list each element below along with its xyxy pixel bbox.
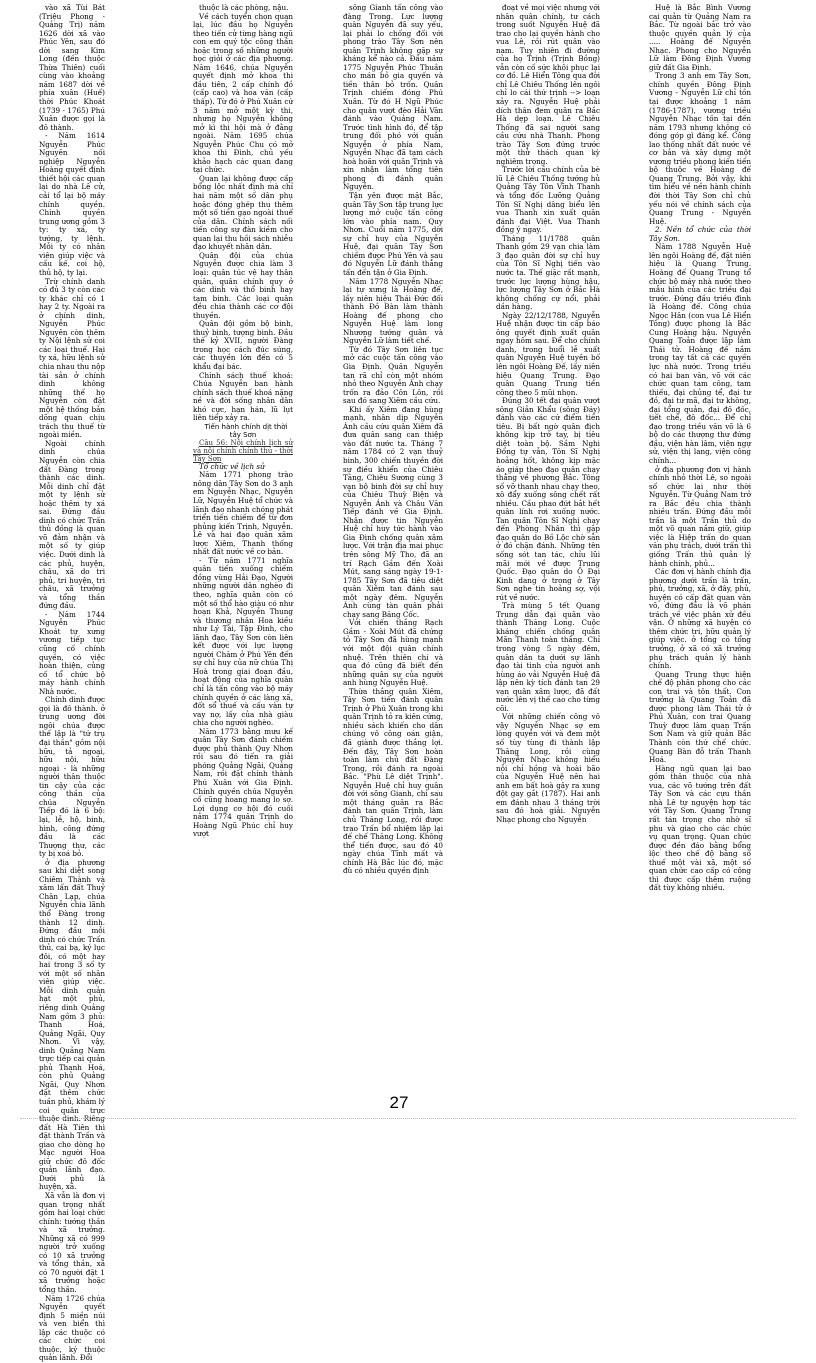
paragraph: Hàng ngũ quan lại bao gồm thân thuộc của nhà vua, các võ tướng trên đất Tây Sơn và các cựu thần nhà Lê tự nguyện hợp tác với Tây Sơn. Quang Trung rất tán trọng cho nhờ sĩ phu và giao cho các chức vụ quan trọng. Quan chức được đền đáo bằng bổng lộc theo chế độ bằng số thuế một vài xã, một số quan chức cao cấp có công thì được cấp thêm ruộng đất tùy không nhiều. — [649, 763, 751, 893]
paragraph: Năm 1788 Nguyễn Huệ lên ngôi Hoàng đế, đặt niên hiệu là Quang Trung. Hoàng đế Quang Trung tổ chức bộ máy nhà nước theo mẫu hình của các triều đại trước. Đứng đầu triều đình là Hoàng đế. Công chúa Ngọc Hân (con vua Lê Hiển Tông) được phong là Bắc Cung Hoàng hậu. Nguyễn Quang Toản được lập làm Thái tử. Hoàng đế nắm trong tay tất cả các quyền lực nhà nước. Trong triều có hai ban văn, võ với các chức quan tam công, tam thiếu, đại chủng tể, đại tư đồ, đại tư mã, đại tư không, đại tổng quản, đại đô đốc, tiết chế, đô đốc... Để chỉ đạo trong triều văn võ là 6 bộ do các thượng thư đứng đầu, viện hàn lâm, viện ngự sử, viện thị lang, viện công chính... — [649, 242, 751, 465]
paragraph: - Năm 1614 Nguyễn Phúc Nguyên nối nghiệp Nguyễn Hoàng quyết định thiết hội các quan lại do nhà Lê cử, cải tổ lại bộ máy chính quyền. Chính quyền trung ương gồm 3 ty: ty xá, ty tướng, ty lệnh. Mỗi ty có nhân viên giúp việc và cấu kế, coi hộ, thủ hộ, ty lại. — [39, 131, 105, 277]
paragraph: Trước lời cầu chính của bè lũ Lê Chiêu Thống tướng hủ Quảng Tây Tôn Vĩnh Thanh và tổng đốc Lưỡng Quảng Tôn Sĩ Nghị dâng biểu lên vua Thanh xin xuất quân đánh đại Việt. Vua Thanh đồng ý ngay. — [496, 165, 600, 235]
paragraph: Năm 1726 chúa Nguyễn quyết định 5 miền núi và ven biển thì lập các thuộc có các chức coi thuộc, ký thuộc quản lãnh. Đổi — [39, 1293, 105, 1363]
column-5-body-continued — [649, 243, 751, 893]
section-link[interactable]: Câu 56: Nội chính lịch sử và nội chính chính thủ - thời Tây Sơn — [193, 438, 293, 463]
page-number: 27 — [389, 1093, 409, 1112]
paragraph: sông Gianh tấn công vào đàng Trong. Lực lượng quân Nguyễn đã suy yếu, lại phải lo chống đối với phong trào Tây Sơn nên quân Trịnh không gặp sự kháng kể nào cả. Đầu năm 1775 Nguyễn Phúc Thuần cho mán bỏ gia quyến và tiền thân bỏ trốn. Quân Trịnh chiếm đóng Phú Xuân. Từ đó H Ngũ Phúc cho quân vượt đèo Hải Vân đánh vào Quảng Nam. Trước tình hình đó, để tập trung đối phó với quân Nguyễn ở phía Nam, Nguyễn Nhạc đã tạm cách hoà hoãn với quân Trịnh và xin nhận làm tổng tiên phong đi đánh quân Nguyễn. — [343, 3, 443, 192]
paragraph: Quang Trung thực hiện chế độ phân phong cho các con trai và tôn thất. Con trưởng là Quang Toản đã được phong làm Thái tử ở Phú Xuân, con trai Quang Thuỳ được làm quan Trấn Sơn Nam và giữ quản Bắc Thành còn thứ chế chức. Quang Bàn đỗ trấn Thanh Hoá. — [649, 669, 751, 765]
column-2-body — [193, 4, 293, 423]
paragraph: Chính dinh được gọi là đô thành. ở trung ương đời ngôi chúa được thế lập là "tứ trụ đại thần" gồm nội hữu, tả ngoại, hữu nội, hữu ngoại - là những người thân thuộc tin cậy của các công thần của chúa Nguyễn Tiếp đó là 6 bộ: lại, lễ, hộ, binh, hình, công đứng đầu là các Thượng thư, các ty bị xoá bỏ. — [39, 695, 105, 859]
text-column-3 — [343, 4, 443, 1054]
paragraph: Từ đó Tây Sơn liên tục mở các cuộc tấn công vào Gia Định. Quân Nguyễn tan rã chỉ còn một nhóm nhỏ theo Nguyễn Ánh chạy trốn ra đảo Côn Lôn, rồi sau đó sang Xiêm cầu cứu. — [343, 344, 443, 406]
column-1-body — [39, 4, 105, 1363]
column-5-body — [649, 4, 751, 226]
paragraph: Ngày 22/12/1788, Nguyễn Huệ nhận được tin cấp báo ông quyết định xuất quân ngay hôm sau. Để cho chính danh, trong buổi lễ xuất quân Nguyễn Huệ tuyên bố lên ngôi Hoàng Đế, lấy niên hiệu Quang Trung. Đạo quân Quang Trung tiến công theo 5 mũi nhọn. — [496, 310, 600, 397]
text-column-2 — [193, 4, 293, 1054]
paragraph: Năm 1771 phong trào nông dân Tây Sơn do 3 anh em Nguyễn Nhạc, Nguyễn Lữ, Nguyễn Huệ tổ chức và lãnh đạo nhanh chóng phát triển tiến chiếm để từ đơn phủng kiến Trịnh, Nguyễn. Lê và hai đạo quân xâm lược Xiêm, Thanh thống nhất đất nước về cơ bản. — [193, 470, 293, 557]
column-2-body-continued — [193, 471, 293, 839]
column-3-body — [343, 4, 443, 876]
paragraph: Trong 3 anh em Tây Sơn, chính quyền Đông Định Vương - Nguyễn Lữ chỉ tồn tại được khoảng 1 năm (1786-1787), vương triều Nguyễn Nhạc tồn tại đến năm 1793 nhưng không có đóng góp gì đáng kể. Công lao thống nhất đất nước về cơ bản và xây dựng một vương triều phong kiến tiến bộ thuộc về Hoàng đế Quang Trung. Bởi vậy, khi tìm hiểu về nền hành chính đời thời Tây Sơn chỉ chủ yếu nói về chính sách của Quang Trung - Nguyễn Huệ. — [649, 71, 751, 226]
paragraph: Khi ấy Xiêm đang hùng mạnh, nhân dịp Nguyễn Ánh cầu cứu quân Xiêm đã đưa quân sang can thiệp vào đất nước ta. Tháng 7 năm 1784 có 2 vạn thuỷ binh, 300 chiến thuyền đời sự điều khiển của Chiêu Tăng, Chiêu Sương cùng 3 vạn bộ binh đời sự chỉ huy của Chiêu Thuỳ Biện và Nguyễn Ánh và Châu Văn Tiếp đánh về Gia Định. Nhận được tin Nguyễn Huệ chỉ huy tức hành vào Gia Định chống quân xâm lược. Với trận địa mai phục trên sông Mỹ Tho, đã an trí Rạch Gầm đến Xoài Mút, sang sáng ngày 19-1-1785 Tây Sơn đã tiêu diệt quân Xiêm tan đánh sau một ngày đêm. Nguyễn Ánh cùng tàn quân phải chạy sang Băng Cốc. — [343, 404, 443, 619]
paragraph: Năm 1773 bằng mưu kế quân Tây Sơn đánh chiếm được phủ thành Quy Nhơn rồi sau đó tiến ra giải phóng Quảng Ngãi, Quảng Nam, rồi đặt chính thành Phú Xuân với Gia Định. Chính quyền chúa Nguyễn cố cũng hoang mang lo sợ. Lợi dụng cơ hội đó cuối năm 1774 quân Trịnh do Hoàng Ngũ Phúc chỉ huy vượt — [193, 726, 293, 839]
paragraph: ở địa phương đơn vị hành chính nhỏ thời Lê, so ngoài số chức lại như thời Nguyễn. Từ Quảng Nam trở ra Bắc đều chia thành nhiều trấn. Đứng đầu mỗi trấn là một Trấn thủ do một võ quan nắm giữ, giúp việc là Hiệp trấn do quan văn phụ trách, dưới trấn thì giống Trấn thủ quản lý hành chính, phủ... — [649, 464, 751, 568]
text-column-5 — [649, 4, 751, 1054]
paragraph: Các đơn vị hành chính địa phương dưới trấn là trấn, phủ, trưởng, xã, ở đây, phủ, huyện có cấp đặt quan văn võ, đứng đầu là võ phán trách về việc phân xử đều vận. Ở những xã huyện có thêm chức tri, hữu quản lý giúp việc. ở tổng có tổng trưởng, ở xã có xã trưởng phụ trách quản lý hành chính. — [649, 567, 751, 671]
paragraph: Với chiến thắng Rạch Gầm - Xoài Mút đã chứng tỏ Tây Sơn đã hùng mạnh với một đội quân chính nhuệ. Trên thiên chí và qua đó cũng đã biết đến những quân sự của người anh hùng Nguyễn Huệ. — [343, 618, 443, 688]
paragraph: Trừ chính danh có đủ 3 ty còn các ty khác chỉ có 1 hay 2 ty. Ngoài ra ở chính dinh, Nguyễn Phúc Nguyên còn thêm ty Nội lệnh sử coi các loại thuế. Hai ty xá, hữu lệnh sử chia nhau thu nộp tài sản ở chính dinh không những thế họ Nguyễn còn đặt một hệ thống bản dõng quan chịu trách thu thuế từ ngoài miền. — [39, 276, 105, 440]
column-4-body — [496, 4, 600, 825]
section-subheading: Tổ chức về lịch sử — [199, 461, 265, 471]
paragraph: Trà mùng 5 tết Quang Trung dẫn đại quân vào thành Thăng Long. Cuộc kháng chiến chống quân Mãn Thanh toàn thắng. Chỉ trong vòng 5 ngày đêm, quân dân ta dưới sự lãnh đạo tài tình của người anh hùng áo vải Nguyễn Huệ đã lập nên kỳ tích đánh tan 29 vạn quân xâm lược, đã đất nước lên vị thế cao cho từng cõi. — [496, 601, 600, 713]
paragraph: đoạt về mọi việc nhưng với nhân quân chính, tư cách trong suốt Nguyễn Huệ đã trao cho lại quyền hành cho vua Lê, rồi rút quân vào nam. Tuy nhiên đi đường của họ Trịnh (Trịnh Bồng) vẫn còn cố sức khôi phục lại cơ đồ. Lê Hiển Tông qua đời chỉ Lê Chiêu Thống lên ngôi chỉ lo cái thứ trịnh --> loạn xảy ra. Nguyễn Huệ phải dích thân đem quân ra Bắc Hà dẹp loạn. Lê Chiêu Thống đã sai người sang cầu cứu nhà Thanh. Phong trào Tây Sơn đứng trước một thử thách quan kỳ nghiêm trọng. — [496, 3, 600, 166]
paragraph: Quan lại không được cấp bổng lộc nhất định mà chỉ hai năm một số dân phụ hoặc đóng ghép thu thêm một số tiền gạo ngoài thuế của dân. Chính sách nối tiến công sự đàn kiềm cho quan lại thu hồi sách nhiễu đạo khuyết nhân dân. — [193, 173, 293, 252]
paragraph: Huệ là Bắc Bình Vương cai quản từ Quảng Nam ra Bắc. Từ ngoài bắc trở vào thuộc quyền quản lý của ..... Hoàng đế Nguyễn Nhạc. Phong cho Nguyễn Lữ làm Đông Định Vương giữ đất Gia Định. — [649, 3, 751, 72]
paragraph: Ngoài chính dinh chúa Nguyễn còn chia đất Đàng trong thành các dinh. Mỗi dinh chỉ đặt một ty lệnh sử hoặc thêm ty xá sai. Đứng đầu dinh có chức Trấn thủ đồng là quan võ đảm nhận và một số ty giúp việc. Dưới dinh là các phủ, huyện, châu, xã do tri phủ, tri huyện, tri châu, xã trưởng và tổng thần đứng đầu. — [39, 438, 105, 611]
footer-divider — [20, 1118, 796, 1119]
paragraph: Về cách tuyển chọn quan lại, lúc đầu họ Nguyễn theo tiến cử từng hàng ngũ con em quý tộc công thần hoặc trong số những người học giỏi ở các địa phương. Năm 1646, chúa Nguyễn quyết định mở khoa thi đầu tiên, 2 cấp chính đồ (cấp cao) và hoa văn (cấp thấp). Từ đó ở Phú Xuân cứ 3 năm mở một kỳ thi, nhưng họ Nguyễn không mở kì thi hội mà ở đằng ngoài. Năm 1695 chúa Nguyễn Phúc Chu có mở khoa thi Đình, chủ yếu khảo hạch các quan đang tại chức. — [193, 11, 293, 175]
section-heading-italic: 2. Nền tổ chức của thời Tây Sơn. — [649, 225, 751, 243]
paragraph: Tháng 11/1788 quân Thanh gồm 29 vạn chia làm 3 đạo quân đời sự chỉ huy của Tôn Sĩ Nghị tiến vào nước ta. Thế giặc rất mạnh, trước lực lượng hùng hậu, lực lượng Tây Sơn ở Bắc Hà không chống cự nổi, phải dần hàng. — [496, 233, 600, 312]
text-column-1 — [39, 3, 105, 1363]
paragraph: Quân đội của chúa Nguyễn được chia làm 3 loại: quân túc vệ hay thân quân, quân chính quy ở các dinh và thổ binh hay tạm binh. Các loại quân đều chia thành các cơ đội thuyền. — [193, 250, 293, 320]
paragraph: Đúng 30 tết đại quân vượt sông Giản Khẩu (sông Đáy) đánh vào các cứ điểm tiền tiêu. Bị bất ngờ quân địch không kịp trở tay, bị tiêu diệt toàn bộ. Sầm Nghi Đống tự vẫn, Tôn Sĩ Nghị hoảng hốt, không kịp mặc áo giáp theo đạo quân chạy thẳng về phương Bắc. Tông số vỡ thanh nhau chạy theo, xô đẩy xuống sông chết rất nhiều. Cầu phao đứt bắt hết quân lính rơi xuống nước. Tan quân Tôn Sĩ Nghị chạy đến Phòng Nhân thì gặp đạo quân do Bồ Lộc chờ sẵn ở đó chặn đánh. Những tên sống sót tan tác, chỉu lũi mãi mới về được Trung Quốc. Đạo quân do Ô Đại Kinh dang ở trong ở Tây Sơn nghe tin hoảng sợ, vội rút về nước. — [496, 396, 600, 602]
paragraph: Chính sách thuế khoá: Chúa Nguyễn ban hành chính sách thuế khoá nặng nề và đời sống nhân dân khó cực, hạn hán, lũ lụt liên tiếp xảy ra. — [193, 370, 293, 423]
paragraph: Quân đội gồm bộ binh, thuỷ binh, tượng binh. Đầu thế kỷ XVII, người Đàng trong học cách đúc súng, các thuyền lớn đến có 5 khẩu đại bác. — [193, 319, 293, 371]
paragraph: ở địa phương sau khi diệt song Chiêm Thành và xâm lấn đất Thuỷ Chân Lạp, chúa Nguyễn chia lãnh thổ Đàng trong thành 12 dinh. Đứng đầu mỗi dinh có chức Trấn thủ, cai bạ, ký lục đôi, có một hay hai trong 3 số ty với một số nhân viên giúp việc. Mỗi dinh quản hạt một phủ, riêng dinh Quảng Nam gồm 3 phủ: Thanh Hoá, Quảng Ngãi, Quy Nhơn. Vì vậy, dinh Quảng Nam trực tiếp cai quản phủ Thanh Hoá, còn phủ Quảng Ngãi, Quy Nhơn đặt thêm chức tuần phủ, khám lý coi quân trực thuộc dinh. Riêng đất Hà Tiên thì đặt thành Trấn và giao cho dòng họ Mạc người Hoa giữ chức đô đốc quản lãnh đạo. Dưới phủ là huyện, xã. — [39, 857, 105, 1192]
paragraph: Với những chiến công vô vậy Nguyễn Nhạc sợ em lòng quyền với và đem một số tùy tùng đi thành lập Thăng Long, rồi cùng Nguyễn Nhạc không hiểu nỗi chỉ hồng và hoài bão của Nguyễn Huệ nên hai anh em bất hoà gây ra xung đột gay gắt (1787). Hai anh em đánh nhau 3 tháng trời sau đó hoà giải. Nguyễn Nhạc phong cho Nguyễn — [496, 712, 600, 824]
paragraph: - Từ năm 1771 nghĩa quân tiến xuống chiếm đồng vùng Hải Đạo, Người những người dân nghèo đi theo, nghĩa quân còn có một số thổ hào giàu có như hoạn Khả, Nguyễn Thung và thương nhân Hoa kiều như Lý Tài, Tập Đình, cho lãnh đạo, Tây Sơn còn liên kết được với lực lượng người Chăm ở Phú Yên đến sự chỉ huy của nữ chúa Thị Hoà trong giai đoạn đầu, hoạt động của nghĩa quân chỉ là tấn công vào bộ máy chính quyền ở các làng xã, đốt sổ thuế và cấu vàn tự vay nợ, lấy của nhà giàu chia cho người nghèo. — [193, 555, 293, 728]
paragraph: - Năm 1744 Nguyễn Phúc Khoát tự xưng vương tiếp tục cũng cố chính quyền, có việc hoàn thiện, củng cố tổ chức bộ máy hành chính Nhà nước. — [39, 609, 105, 696]
section-title: Tiến hành chính dịt thời tây Sơn — [204, 422, 288, 439]
paragraph: Tận yên được mặt Bắc, quân Tây Sơn tập trung lực lượng mở cuộc tấn công lớn vào phía nam. Quy Nhơn. Cuối năm 1775, dời sự chỉ huy của Nguyễn Huệ, đại quân Tây Sơn chiếm được Phú Yên và sau đó Nguyễn Lữ đánh thẳng tấn đến tận ở Gia Định. — [343, 191, 443, 277]
paragraph: thuộc là các phòng, nậu. — [199, 3, 289, 12]
paragraph: Xã vẫn là đơn vị quan trọng nhất gồm hai loại chức chính: tướng thần và xã trưởng. Những xã có 999 người trở xuống có 10 xã trưởng và tổng thần, xã có 70 người đặt 1 xã trưởng hoặc tổng thần. — [39, 1191, 105, 1295]
text-column-4 — [496, 4, 600, 1054]
paragraph: Thừa thắng quân Xiêm, Tây Sơn tiến đánh quân Trịnh ở Phú Xuân trong khi quân Trịnh tỏ ra kiên cứng, nhiều sách khiến cho dân chúng vô công oán giận, đã giành được thắng lợi. Đến đây, Tây Sơn hoàn toàn làm chủ đất Đàng Trong, rồi đánh ra ngoài Bắc. "Phù Lê diệt Trịnh". Nguyễn Huệ chỉ huy quân đời với sông Gianh, chỉ sau một tháng quân ra Bắc đánh tan quân Trịnh, làm chủ Thăng Long, rồi được trao Trấn bổ nhiệm lập lại đế chế Thăng Long. Không thể tiến được, sau đó 40 ngày chúa Tĩnh mất và chính Hà Bắc lúc đó, mặc đù có nhiều quyền định — [343, 686, 443, 876]
paragraph: Năm 1778 Nguyễn Nhạc lại tự xưng là Hoàng đế, lấy niên hiệu Thái Đức đối thành Đồ Bàn làm thành Hoàng đế phong cho Nguyễn Huệ làm long Nhương tướng quân và Nguyễn Lữ làm tiết chế. — [343, 276, 443, 346]
paragraph: vào xã Tùi Bát (Triệu Phong - Quảng Trị) năm 1626 dời xã vào Phúc Yên, sau đó dời sang Kim Long (đến thuộc Thừa Thiên) cuối cùng vào khoảng năm 1687 dời về phía xuân (Huế) thời Phúc Khoát (1739 - 1765) Phú Xuân được gọi là đô thành. — [39, 3, 105, 132]
